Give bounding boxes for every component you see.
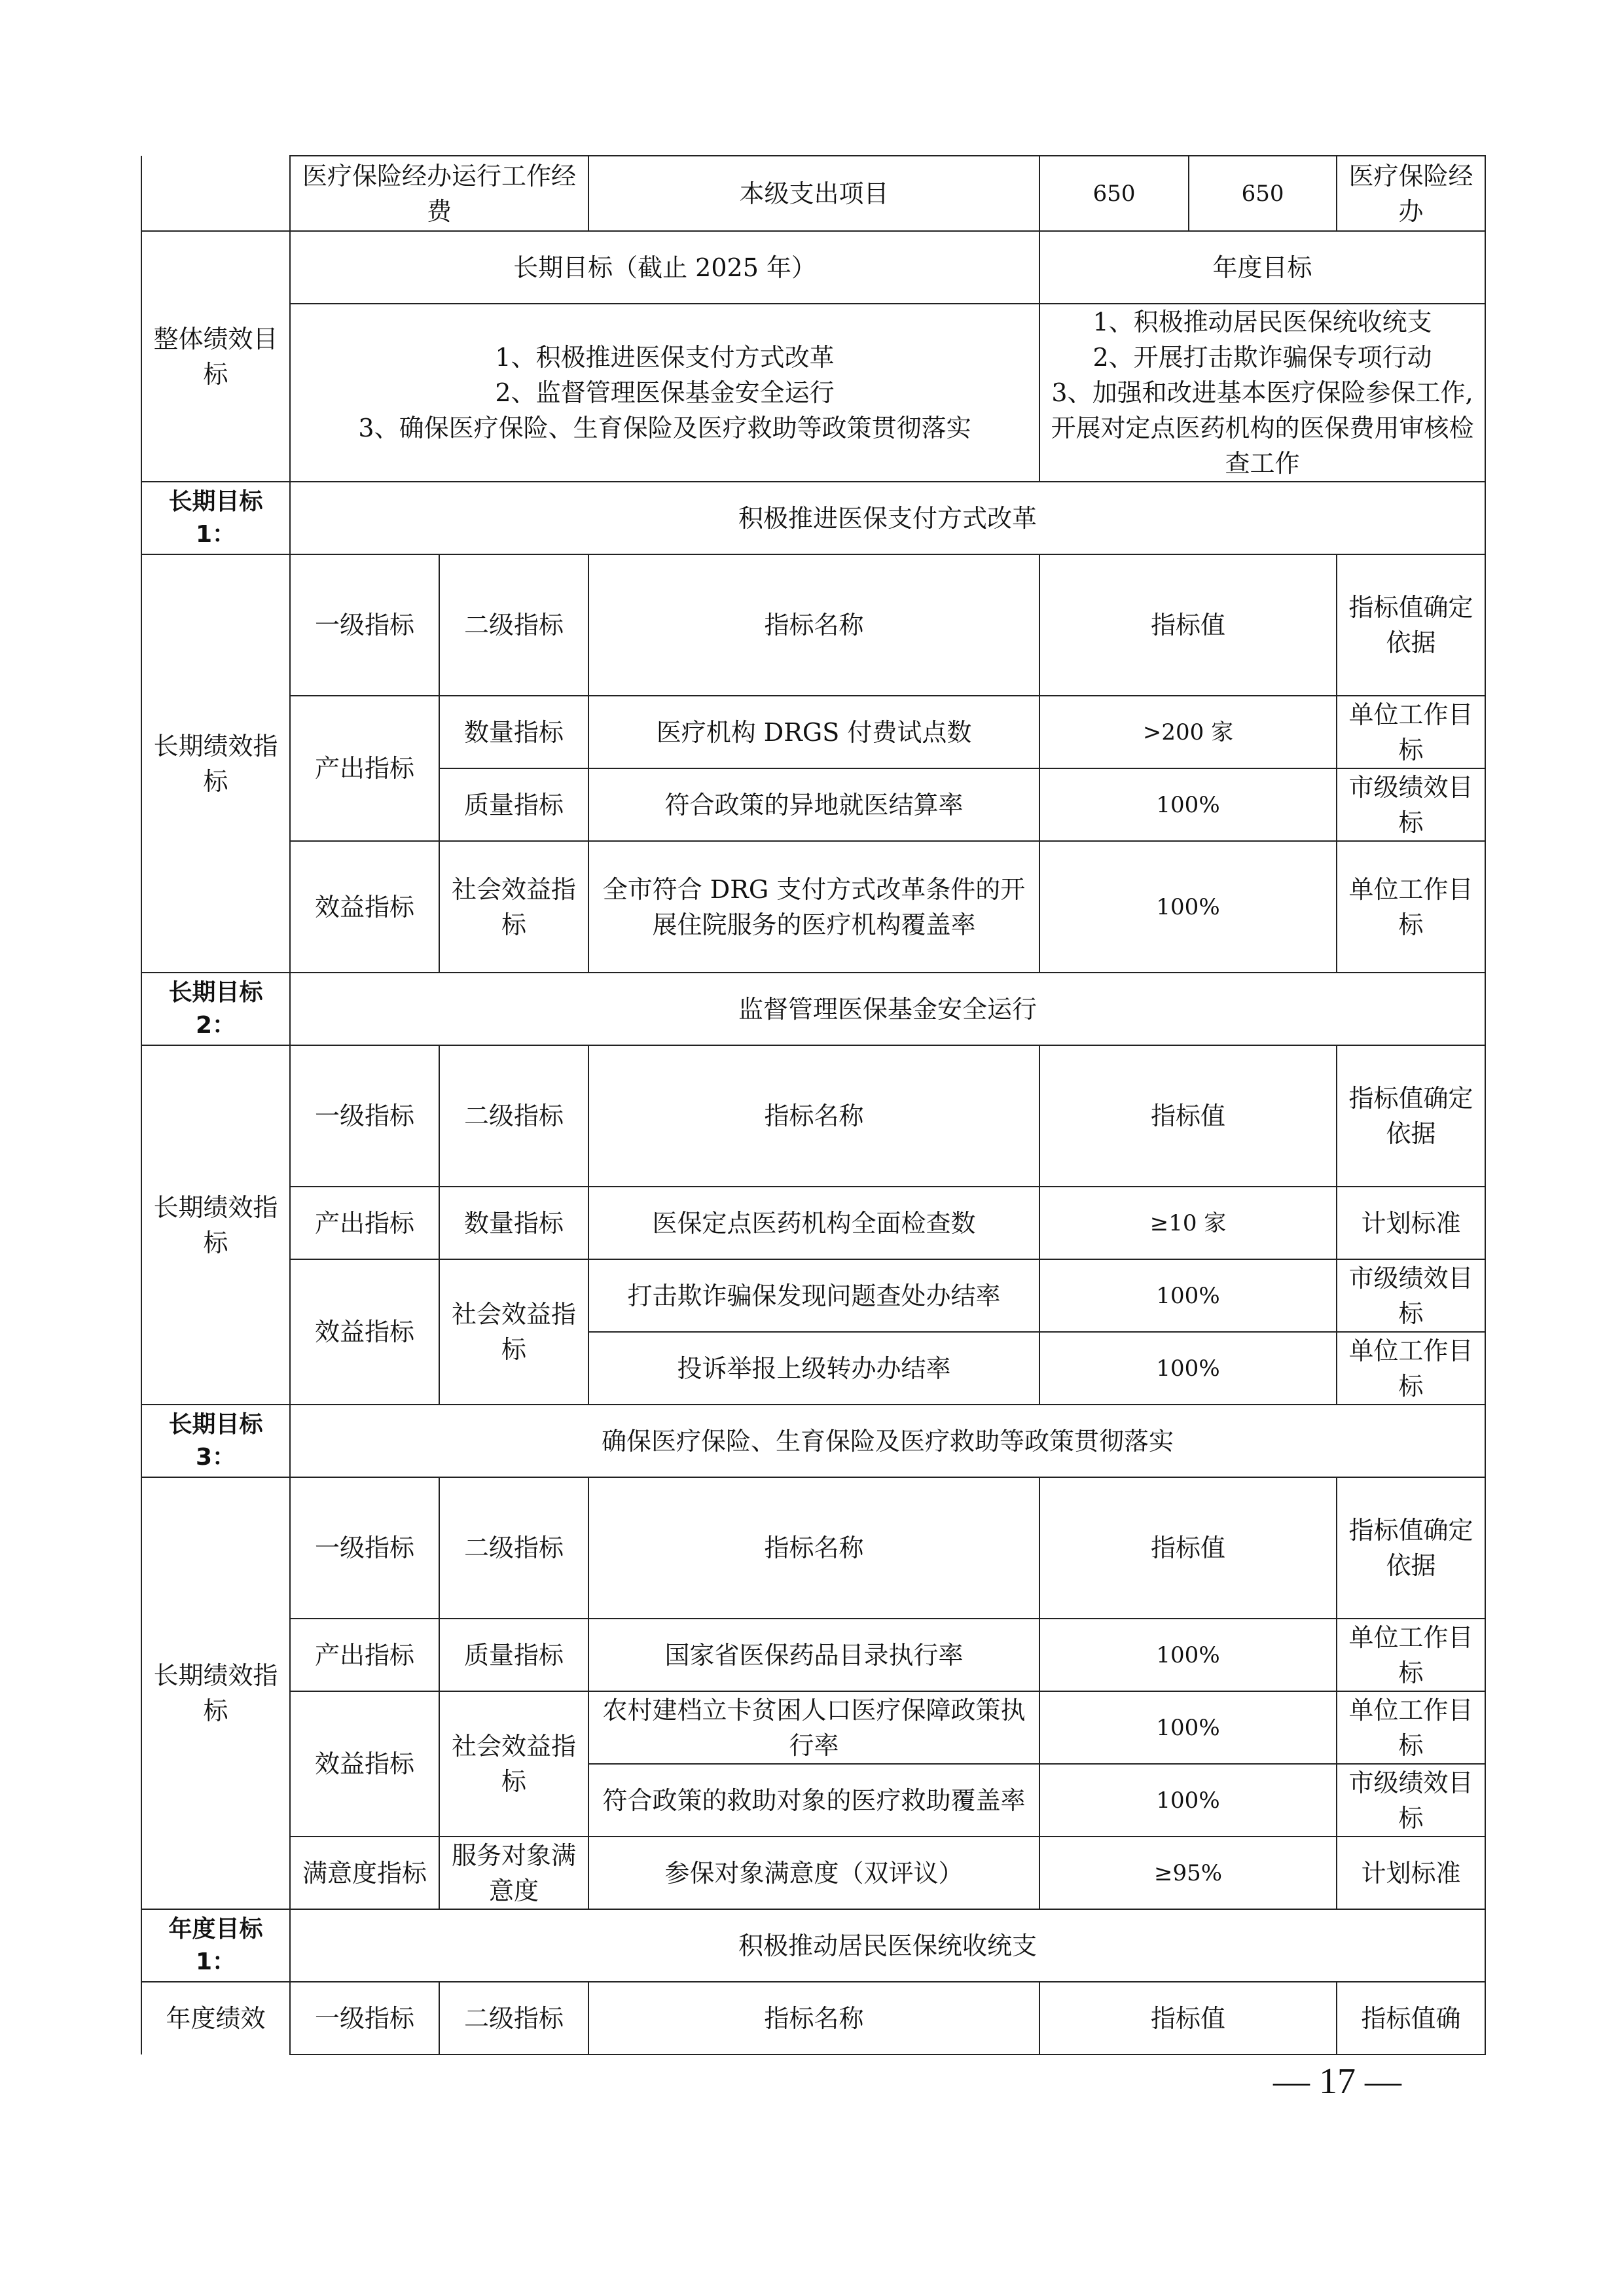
performance-table-page: [141, 155, 1485, 2055]
indicator-value: >200 家: [1039, 696, 1337, 768]
indicator-name: 投诉举报上级转办办结率: [588, 1332, 1039, 1405]
annual-goal1-label: 年度目标 1：: [141, 1909, 290, 1982]
level2-cell: 服务对象满意度: [439, 1837, 588, 1909]
indicator-value: ≥95%: [1039, 1837, 1337, 1909]
goal3-text: 确保医疗保险、生育保险及医疗救助等政策贯彻落实: [290, 1405, 1485, 1477]
header-name: 指标名称: [588, 1477, 1039, 1619]
header-basis: 指标值确定依据: [1337, 1477, 1485, 1619]
indicator-value: 100%: [1039, 1259, 1337, 1332]
project-category: 医疗保险经办: [1337, 156, 1485, 231]
header-level1: 一级指标: [290, 554, 439, 696]
indicator-value: 100%: [1039, 1332, 1337, 1405]
header-name: 指标名称: [588, 1982, 1039, 2054]
indicator-value: ≥10 家: [1039, 1187, 1337, 1259]
level1-cell: 产出指标: [290, 1619, 439, 1691]
level1-cell: 满意度指标: [290, 1837, 439, 1909]
budget-amount-2: 650: [1189, 156, 1337, 231]
level1-cell: 产出指标: [290, 1187, 439, 1259]
table-row: [141, 1837, 1485, 1909]
budget-row: [141, 156, 1485, 231]
indicator-basis: 计划标准: [1337, 1837, 1485, 1909]
annual-perf-label: 年度绩效: [141, 1982, 290, 2054]
header-level2: 二级指标: [439, 554, 588, 696]
header-value: 指标值: [1039, 1045, 1337, 1187]
indicator-name: 全市符合 DRG 支付方式改革条件的开展住院服务的医疗机构覆盖率: [588, 841, 1039, 973]
goal1-label: 长期目标 1：: [141, 482, 290, 554]
header-level1: 一级指标: [290, 1477, 439, 1619]
level2-cell: 社会效益指标: [439, 841, 588, 973]
annual-goal1-text: 积极推动居民医保统收统支: [290, 1909, 1485, 1982]
project-type: 本级支出项目: [588, 156, 1039, 231]
header-level2: 二级指标: [439, 1982, 588, 2054]
indicator-name: 打击欺诈骗保发现问题查处办结率: [588, 1259, 1039, 1332]
indicator-name: 医保定点医药机构全面检查数: [588, 1187, 1039, 1259]
header-level2: 二级指标: [439, 1477, 588, 1619]
budget-amount-1: 650: [1039, 156, 1189, 231]
indicator-basis: 市级绩效目标: [1337, 768, 1485, 841]
indicator-value: 100%: [1039, 841, 1337, 973]
header-value: 指标值: [1039, 1982, 1337, 2054]
indicator-value: 100%: [1039, 768, 1337, 841]
level2-cell: 质量指标: [439, 1619, 588, 1691]
goal2-perf-label: 长期绩效指标: [141, 1045, 290, 1405]
performance-table: [141, 155, 1486, 2055]
indicator-value: 100%: [1039, 1764, 1337, 1837]
indicator-basis: 单位工作目标: [1337, 696, 1485, 768]
goal1-perf-label: 长期绩效指标: [141, 554, 290, 973]
indicator-basis: 单位工作目标: [1337, 1332, 1485, 1405]
indicator-basis: 市级绩效目标: [1337, 1764, 1485, 1837]
long-term-goal-text: 1、积极推进医保支付方式改革 2、监督管理医保基金安全运行 3、确保医疗保险、生育保险及医疗救助等政策贯彻落实: [290, 304, 1039, 482]
indicator-name: 符合政策的救助对象的医疗救助覆盖率: [588, 1764, 1039, 1837]
indicator-name: 医疗机构 DRGS 付费试点数: [588, 696, 1039, 768]
level1-cell: 产出指标: [290, 696, 439, 841]
indicator-value: 100%: [1039, 1619, 1337, 1691]
indicator-name: 国家省医保药品目录执行率: [588, 1619, 1039, 1691]
indicator-name: 符合政策的异地就医结算率: [588, 768, 1039, 841]
level2-cell: 数量指标: [439, 1187, 588, 1259]
indicator-basis: 计划标准: [1337, 1187, 1485, 1259]
overall-goal-label: 整体绩效目标: [141, 231, 290, 482]
annual-goal-header: 年度目标: [1039, 231, 1485, 304]
level2-cell: 社会效益指标: [439, 1259, 588, 1405]
level1-cell: 效益指标: [290, 1259, 439, 1405]
table-row: [141, 1691, 1485, 1764]
goal1-text: 积极推进医保支付方式改革: [290, 482, 1485, 554]
header-level1: 一级指标: [290, 1982, 439, 2054]
header-basis: 指标值确定依据: [1337, 554, 1485, 696]
level2-cell: 社会效益指标: [439, 1691, 588, 1837]
table-row: [141, 1619, 1485, 1691]
level2-cell: 数量指标: [439, 696, 588, 768]
budget-row-empty-cell: [141, 156, 290, 231]
goal3-label: 长期目标 3：: [141, 1405, 290, 1477]
indicator-basis: 单位工作目标: [1337, 841, 1485, 973]
indicator-basis: 市级绩效目标: [1337, 1259, 1485, 1332]
table-row: [141, 841, 1485, 973]
table-row: [141, 1259, 1485, 1332]
indicator-value: 100%: [1039, 1691, 1337, 1764]
goal2-text: 监督管理医保基金安全运行: [290, 973, 1485, 1045]
header-basis: 指标值确定依据: [1337, 1045, 1485, 1187]
header-level1: 一级指标: [290, 1045, 439, 1187]
goal2-label: 长期目标 2：: [141, 973, 290, 1045]
header-value: 指标值: [1039, 1477, 1337, 1619]
page-number: — 17 —: [1273, 2061, 1401, 2102]
level2-cell: 质量指标: [439, 768, 588, 841]
header-value: 指标值: [1039, 554, 1337, 696]
header-name: 指标名称: [588, 554, 1039, 696]
table-row: [141, 1187, 1485, 1259]
indicator-name: 参保对象满意度（双评议）: [588, 1837, 1039, 1909]
goal3-perf-label: 长期绩效指标: [141, 1477, 290, 1909]
level1-cell: 效益指标: [290, 1691, 439, 1837]
level1-cell: 效益指标: [290, 841, 439, 973]
header-basis: 指标值确: [1337, 1982, 1485, 2054]
header-level2: 二级指标: [439, 1045, 588, 1187]
annual-goal-text: 1、积极推动居民医保统收统支 2、开展打击欺诈骗保专项行动 3、加强和改进基本医疗保险参保工作,开展对定点医药机构的医保费用审核检查工作: [1039, 304, 1485, 482]
long-term-goal-header: 长期目标（截止 2025 年）: [290, 231, 1039, 304]
indicator-name: 农村建档立卡贫困人口医疗保障政策执行率: [588, 1691, 1039, 1764]
indicator-basis: 单位工作目标: [1337, 1619, 1485, 1691]
project-name: 医疗保险经办运行工作经费: [290, 156, 588, 231]
header-name: 指标名称: [588, 1045, 1039, 1187]
indicator-basis: 单位工作目标: [1337, 1691, 1485, 1764]
table-row: [141, 696, 1485, 768]
